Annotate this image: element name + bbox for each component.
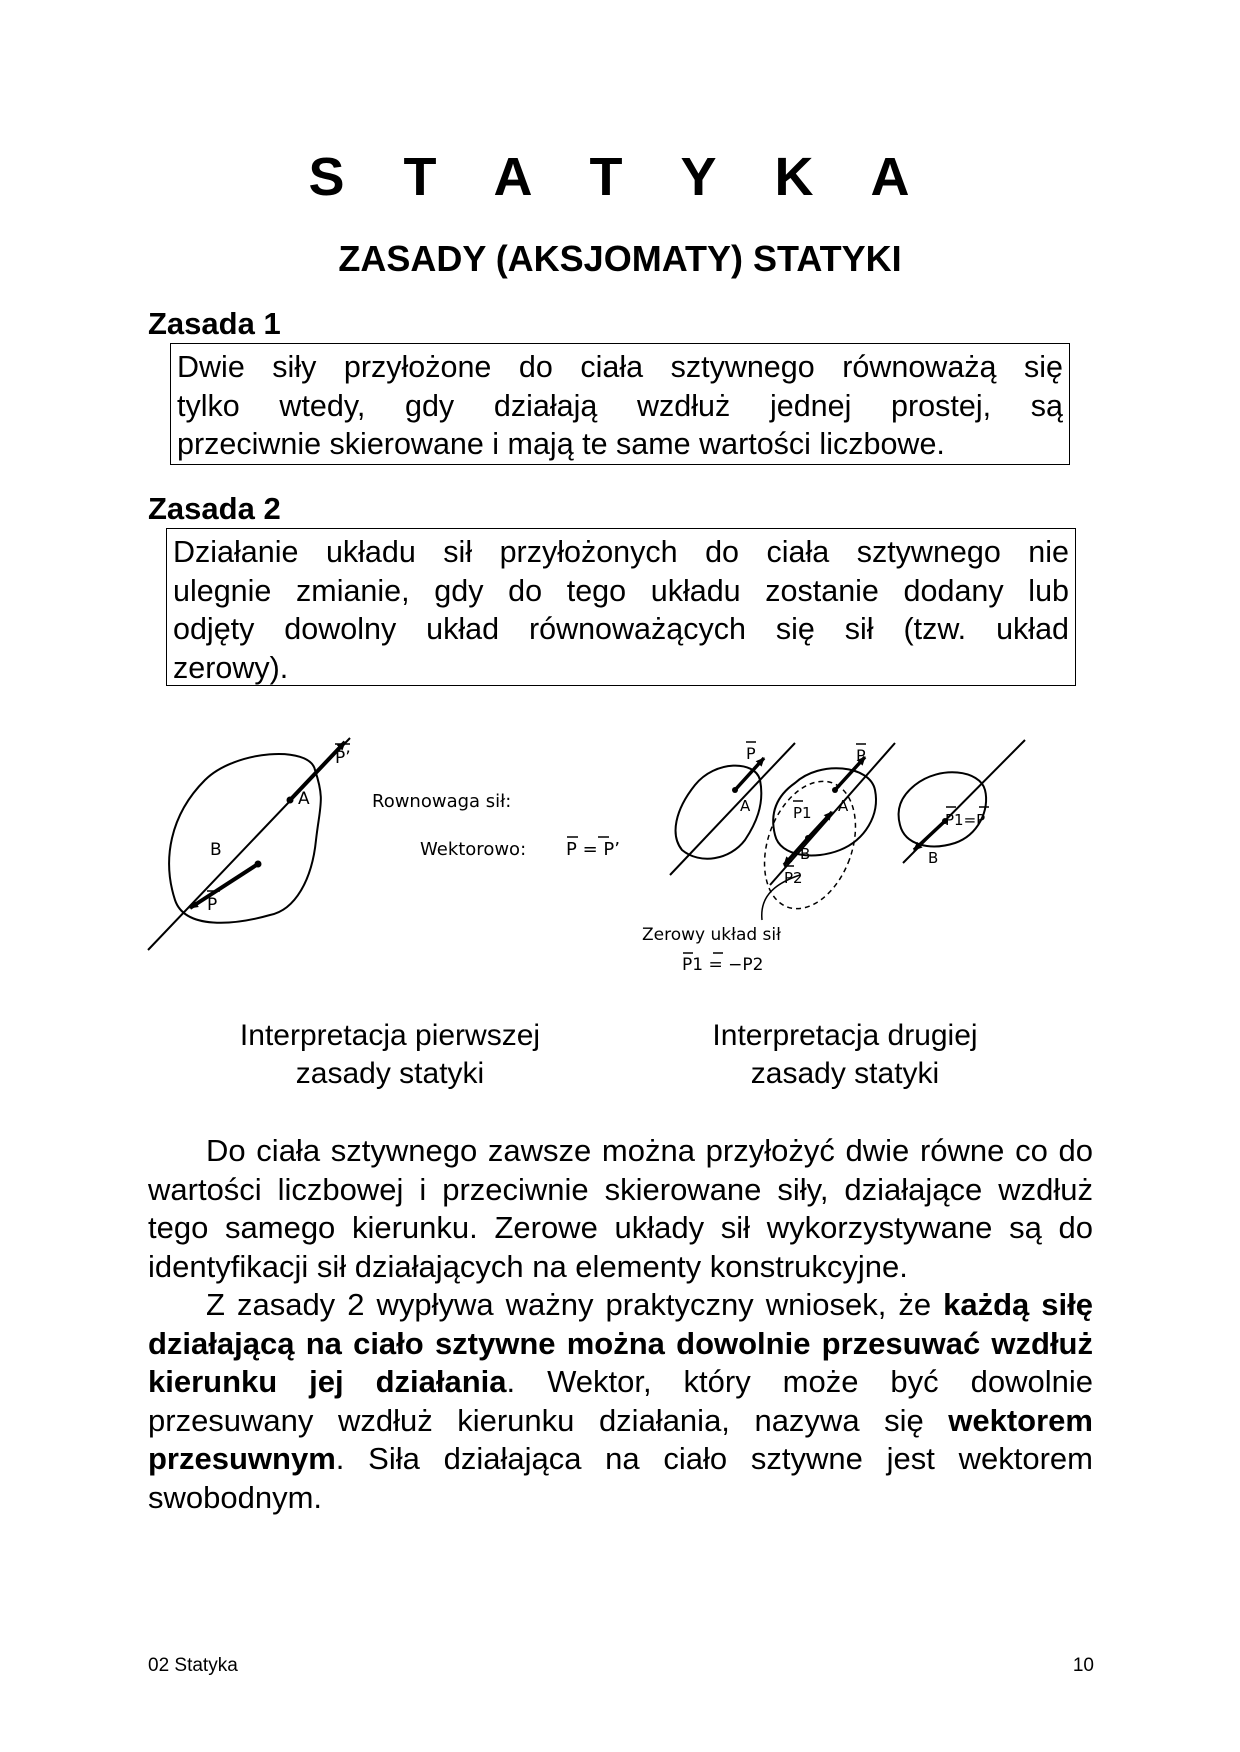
rule-2-line: odjęty dowolny układ równoważących się sił (tzw. układ [173, 612, 1069, 646]
paragraph-2-text: Z zasady 2 wypływa ważny praktyczny wniosek, że [206, 1287, 944, 1322]
rule-2-heading: Zasada 2 [148, 491, 281, 526]
label-b-3: B [928, 849, 939, 867]
label-b: B [210, 840, 222, 860]
point-a-dot [287, 797, 294, 804]
caption-second-axiom [645, 1017, 1045, 1093]
rule-1-box [170, 343, 1070, 465]
label-p-1: P [746, 744, 756, 763]
paragraph-1: Do ciała sztywnego zawsze można przyłożyć dwie równe co do wartości liczbowej i przeciwnie skierowane siły, działające wzdłuż tego samego kierunku. Zerowe układy sił wykorzystywane są do identyfikacji sił działających na elementy konstrukcyjne. [148, 1133, 1093, 1284]
rule-2-line: Działanie układu sił przyłożonych do ciała sztywnego nie [173, 535, 1069, 569]
label-p: P [207, 895, 218, 915]
first-axiom-figure [140, 730, 660, 990]
caption-line: zasady statyki [750, 1057, 940, 1090]
label-a-2: A [838, 797, 849, 815]
caption-line: Interpretacja pierwszej [239, 1019, 541, 1052]
rigid-body-outline [169, 754, 321, 923]
label-a-1: A [740, 797, 751, 815]
paragraph-2-emphasis: każdą siłę działającą na ciało sztywne można dowolnie przesuwać wzdłuż kierunku jej działania [148, 1287, 1093, 1399]
vector-text: Wektorowo: [420, 839, 527, 860]
rule-2-line: ulegnie zmianie, gdy do tego układu zostanie dodany lub [173, 573, 1069, 608]
zero-system-text: Zerowy układ sił [642, 925, 781, 945]
paragraph-2-text: . Siła działająca na ciało sztywne jest wektorem swobodnym. [148, 1441, 1093, 1515]
label-p-2: P [856, 746, 866, 765]
rule-1-line: tylko wtedy, gdy działają wzdłuż jednej prostej, są [177, 388, 1063, 423]
caption-line: zasady statyki [295, 1057, 485, 1090]
body-3-outline [899, 772, 987, 846]
second-axiom-figure [642, 735, 1060, 995]
vector-equation: P = P’ [566, 839, 620, 860]
rule-2-line: zerowy). [173, 650, 289, 685]
label-p2-mid: P2 [784, 869, 803, 887]
rule-2-box [166, 528, 1076, 686]
section-title: ZASADY (AKSJOMATY) STATYKI [338, 238, 902, 279]
label-p1-eq-p: P1=P [945, 811, 986, 829]
paragraph-2 [148, 1286, 1093, 1517]
paragraph-2-term: wektorem przesuwnym [148, 1402, 1093, 1476]
body-text [148, 1132, 1093, 1517]
caption-line: Interpretacja drugiej [712, 1019, 978, 1052]
label-p1-mid: P1 [793, 804, 812, 822]
p1-arrow [808, 812, 832, 838]
label-b-mid: B [800, 845, 811, 863]
rule-1-heading: Zasada 1 [148, 306, 281, 341]
zero-system-equation: P1 = −P2 [682, 955, 764, 975]
label-p-prime: P’ [335, 748, 351, 768]
caption-first-axiom [190, 1017, 590, 1093]
point-b-dot [255, 861, 262, 868]
page-title: S T A T Y K A [308, 147, 932, 207]
page-number: 10 [1072, 1655, 1094, 1676]
rule-1-line: Dwie siły przyłożone do ciała sztywnego równoważą się [177, 350, 1063, 384]
rule-1-line: przeciwnie skierowane i mają te same wartości liczbowe. [177, 427, 945, 461]
label-a: A [298, 789, 310, 809]
paragraph-2-text: . Wektor, który może być dowolnie przesuwany wzdłuż kierunku działania, nazywa się [148, 1364, 1093, 1438]
body-1-line [670, 743, 795, 875]
footer-chapter: 02 Statyka [148, 1655, 238, 1676]
equilibrium-text: Rownowaga sił: [372, 791, 512, 812]
